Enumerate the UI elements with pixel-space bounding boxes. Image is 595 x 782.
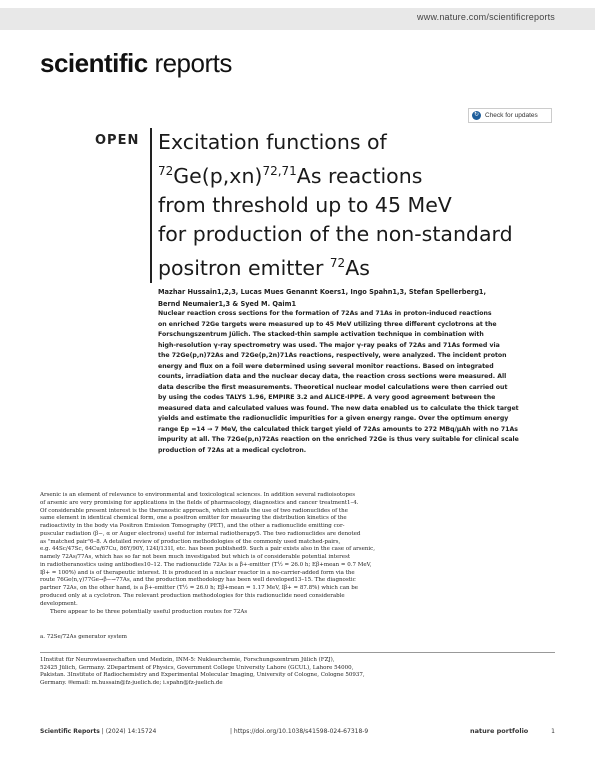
affiliation-line: 1Institut für Neurowissenschaften und Medizin, INM-5: Nuklearchemie, Forschungszentrum Jülich (FZJ), bbox=[40, 657, 335, 663]
journal-logo-regular: reports bbox=[147, 48, 232, 78]
abstract-line: yields and estimate the radionuclidic impurities for a given energy range. Over the optimum energy bbox=[158, 415, 509, 422]
title-line-4: for production of the non-standard bbox=[158, 221, 513, 246]
production-route-item: a. 72Se/72As generator system bbox=[40, 634, 128, 640]
open-access-label: OPEN bbox=[95, 133, 140, 148]
body-line: as "matched pair"6–8. A detailed review of production methodologies of the commonly used matched-pairs, bbox=[40, 538, 341, 545]
body-line: same element in identical chemical form, one a positron emitter for measuring the distribution kinetics of the bbox=[40, 515, 347, 522]
abstract-line: energy and flux on a foil were determined using several monitor reactions. Based on integrated bbox=[158, 362, 494, 370]
affiliation-line: Pakistan. 3Institute of Radiochemistry and Experimental Molecular Imaging, University of Cologne, Cologne 50937, bbox=[40, 672, 365, 679]
abstract-line: Nuclear reaction cross sections for the formation of 72As and 71As in proton-induced reactions bbox=[158, 310, 492, 317]
title-divider bbox=[150, 128, 152, 283]
abstract-line: data describe the first measurements. Theoretical nuclear model calculations were then carried out bbox=[158, 383, 508, 391]
body-line: namely 72As/77As, which has so far not been much investigated but which is of considerable potential interest bbox=[40, 554, 351, 560]
body-line: Arsenic is an element of relevance to environmental and toxicological sciences. In addition several radioisotopes bbox=[40, 492, 356, 498]
author-line-2[interactable]: Bernd Neumaier1,3 & Syed M. Qaim1 bbox=[158, 300, 297, 308]
author-list bbox=[158, 286, 558, 310]
body-line: of arsenic are very promising for applications in the fields of pharmacology, diagnostics and cancer treatment1–4. bbox=[40, 499, 359, 506]
check-for-updates-button[interactable] bbox=[468, 108, 552, 123]
journal-url[interactable]: www.nature.com/scientificreports bbox=[417, 12, 555, 22]
abstract-line: production of 72As at a medical cyclotron. bbox=[158, 446, 307, 454]
body-line: radioactivity in the body via Positron Emission Tomography (PET), and the other a radionuclide emitting cor- bbox=[40, 523, 345, 529]
journal-logo-bold: scientific bbox=[40, 48, 148, 78]
check-for-updates-label: Check for updates bbox=[485, 112, 538, 119]
page-footer bbox=[40, 728, 555, 738]
affiliation-line[interactable]: Germany. ✉email: m.hussain@fz-juelich.de; i.spahn@fz-juelich.de bbox=[40, 679, 223, 686]
title-line-2: $^{72}Ge(p,xn)^{72,71}As$ reactions bbox=[158, 163, 423, 188]
footnote-rule bbox=[40, 652, 555, 653]
abstract-line: by using the codes TALYS 1.96, EMPIRE 3.2 and ALICE-IPPE. A very good agreement between the bbox=[158, 394, 496, 401]
abstract bbox=[158, 309, 558, 456]
top-bar bbox=[0, 8, 595, 30]
article-title bbox=[158, 128, 558, 283]
author-line-1[interactable]: Mazhar Hussain1,2,3, Lucas Mues Genannt Koers1, Ingo Spahn1,3, Stefan Spellerberg1, bbox=[158, 288, 487, 296]
body-line: Iβ+ = 100%) and is of therapeutic interest. It is produced in a nuclear reactor in a no-carrier-added form via the bbox=[40, 569, 355, 576]
footer-citation: Scientific Reports | (2024) 14:15724 bbox=[40, 728, 157, 735]
title-line-5: positron emitter $^{72}$As bbox=[158, 255, 370, 280]
abstract-line: high-resolution γ-ray spectrometry was used. The major γ-ray peaks of 72As and 71As formed via bbox=[158, 341, 500, 349]
body-line: in radiotheranostics using antibodies10–12. The radionuclide 72As is a β+-emitter (T½ = 26.0 h; Eβ+mean = 0.7 MeV, bbox=[40, 561, 372, 568]
title-line-3: from threshold up to 45 MeV bbox=[158, 192, 452, 217]
page-number: 1 bbox=[551, 728, 555, 735]
body-line: puscular radiation (β−, α or Auger electrons) useful for internal radiotherapy5. The two radionuclides are denoted bbox=[40, 530, 361, 537]
body-line: partner 72As, on the other hand, is a β+-emitter (T½ = 26.0 h; Eβ+mean = 1.17 MeV, Iβ+ = 87.8%) which can be bbox=[40, 585, 359, 591]
title-line-1: Excitation functions of bbox=[158, 130, 387, 154]
body-text bbox=[40, 492, 555, 617]
body-line: Of considerable present interest is the theranostic approach, which entails the use of two radionuclides of the bbox=[40, 507, 348, 514]
abstract-line: on enriched 72Ge targets were measured up to 45 MeV utilizing three different cyclotrons at the bbox=[158, 320, 497, 328]
body-paragraph-indent: There appear to be three potentially useful production routes for 72As bbox=[50, 609, 248, 616]
refresh-icon: ↻ bbox=[473, 112, 480, 118]
body-line: e.g. 44Sc/47Sc, 64Cu/67Cu, 86Y/90Y, 124I/131I, etc. has been published9. Such a pair exists also in the case of arsenic, bbox=[40, 546, 375, 553]
journal-logo[interactable] bbox=[40, 48, 232, 79]
affiliation-line: 52425 Jülich, Germany. 2Department of Physics, Government College University Lahore (GCUL), Lahore 54000, bbox=[40, 664, 354, 671]
abstract-line: the 72Ge(p,n)72As and 72Ge(p,2n)71As reactions, respectively, were analyzed. The incident proton bbox=[158, 352, 507, 359]
body-line: route 76Ge(n,γ)77Ge→β−→77As, and the production methodology has been well developed13–15. The diagnostic bbox=[40, 577, 356, 584]
abstract-line: counts, irradiation data and the nuclear decay data, the reaction cross sections were measured. All bbox=[158, 373, 507, 380]
abstract-line: Forschungszentrum Jülich. The stacked-thin sample activation technique in combination with bbox=[158, 331, 484, 338]
body-line: produced only at a cyclotron. The relevant production methodologies for this radionuclide need considerable bbox=[40, 592, 345, 599]
abstract-line: measured data and calculated values was found. The new data enabled us to calculate the thick target bbox=[158, 404, 519, 412]
publisher-logo: nature portfolio bbox=[470, 727, 529, 735]
abstract-line: range Ep =14 → 7 MeV, the calculated thick target yield of 72As amounts to 272 MBq/µAh with no 71As bbox=[158, 425, 518, 433]
abstract-line: impurity at all. The 72Ge(p,n)72As reaction on the enriched 72Ge is thus very suitable for clinical scale bbox=[158, 436, 519, 443]
body-line: development. bbox=[40, 600, 78, 607]
affiliations bbox=[40, 657, 555, 687]
footer-doi-link[interactable]: | https://doi.org/10.1038/s41598-024-67318-9 bbox=[230, 728, 369, 735]
